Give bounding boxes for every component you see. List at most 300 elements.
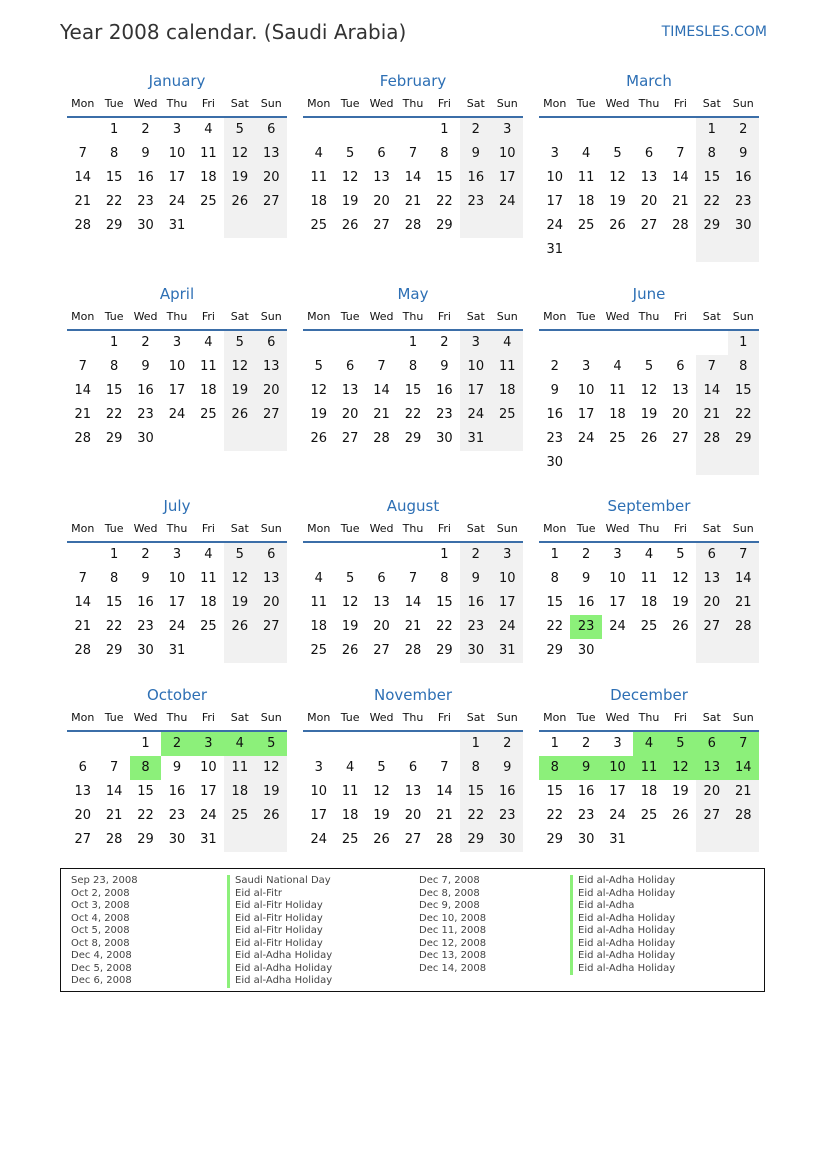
day-cell[interactable]: 18 <box>492 379 523 403</box>
day-cell[interactable]: 31 <box>168 643 186 658</box>
day-cell[interactable]: 21 <box>728 780 759 804</box>
day-cell[interactable]: 16 <box>137 595 154 610</box>
day-cell[interactable]: 5 <box>314 359 323 374</box>
day-cell[interactable]: 9 <box>550 383 559 398</box>
day-cell[interactable]: 13 <box>256 142 287 166</box>
day-cell[interactable]: 2 <box>141 335 150 350</box>
day-cell[interactable]: 13 <box>256 355 287 379</box>
day-cell[interactable]: 9 <box>570 756 601 780</box>
day-cell[interactable]: 2 <box>581 547 591 562</box>
day-cell[interactable]: 4 <box>633 731 664 756</box>
day-cell[interactable]: 14 <box>74 595 91 610</box>
day-cell[interactable]: 15 <box>105 595 123 610</box>
day-cell[interactable]: 29 <box>546 832 563 847</box>
day-cell[interactable]: 4 <box>345 760 355 775</box>
day-cell[interactable]: 8 <box>408 359 418 374</box>
day-cell[interactable]: 25 <box>200 194 217 209</box>
day-cell[interactable]: 17 <box>492 591 523 615</box>
day-cell[interactable]: 24 <box>168 407 186 422</box>
day-cell[interactable]: 28 <box>696 427 727 451</box>
day-cell[interactable]: 3 <box>460 330 491 355</box>
day-cell[interactable]: 10 <box>460 355 491 379</box>
day-cell[interactable]: 21 <box>105 808 123 823</box>
day-cell[interactable]: 27 <box>640 218 658 233</box>
day-cell[interactable]: 17 <box>577 407 595 422</box>
day-cell[interactable]: 24 <box>577 431 595 446</box>
day-cell[interactable]: 4 <box>492 330 523 355</box>
day-cell[interactable]: 26 <box>256 804 287 828</box>
day-cell[interactable]: 11 <box>492 355 523 379</box>
day-cell[interactable]: 27 <box>696 804 727 828</box>
day-cell[interactable]: 3 <box>172 547 182 562</box>
day-cell[interactable]: 19 <box>341 619 359 634</box>
day-cell[interactable]: 27 <box>256 615 287 639</box>
day-cell[interactable]: 29 <box>696 214 727 238</box>
day-cell[interactable]: 31 <box>609 832 626 847</box>
day-cell[interactable]: 16 <box>546 407 563 422</box>
day-cell[interactable]: 23 <box>546 431 563 446</box>
day-cell[interactable]: 3 <box>613 736 622 751</box>
day-cell[interactable]: 13 <box>373 170 390 185</box>
day-cell[interactable]: 7 <box>728 731 759 756</box>
day-cell[interactable]: 28 <box>373 431 390 446</box>
day-cell[interactable]: 12 <box>373 784 390 799</box>
day-cell[interactable]: 19 <box>341 194 359 209</box>
day-cell[interactable]: 27 <box>404 832 422 847</box>
day-cell[interactable]: 5 <box>377 760 386 775</box>
day-cell[interactable]: 6 <box>644 146 654 161</box>
day-cell[interactable]: 15 <box>546 595 563 610</box>
day-cell[interactable]: 7 <box>440 760 449 775</box>
day-cell[interactable]: 24 <box>492 615 523 639</box>
day-cell[interactable]: 27 <box>74 832 91 847</box>
day-cell[interactable]: 17 <box>200 784 217 799</box>
day-cell[interactable]: 2 <box>440 335 449 350</box>
day-cell[interactable]: 28 <box>728 804 759 828</box>
day-cell[interactable]: 1 <box>696 117 727 142</box>
day-cell[interactable]: 19 <box>373 808 390 823</box>
day-cell[interactable]: 19 <box>609 194 626 209</box>
day-cell[interactable]: 19 <box>672 595 689 610</box>
day-cell[interactable]: 22 <box>460 804 491 828</box>
day-cell[interactable]: 8 <box>109 571 119 586</box>
day-cell[interactable]: 13 <box>404 784 422 799</box>
day-cell[interactable]: 25 <box>609 431 626 446</box>
day-cell[interactable]: 11 <box>609 383 626 398</box>
day-cell[interactable]: 18 <box>640 784 658 799</box>
day-cell[interactable]: 20 <box>256 166 287 190</box>
day-cell[interactable]: 11 <box>577 170 595 185</box>
day-cell[interactable]: 28 <box>74 643 91 658</box>
day-cell[interactable]: 4 <box>644 547 654 562</box>
day-cell[interactable]: 7 <box>78 146 87 161</box>
day-cell[interactable]: 22 <box>105 407 123 422</box>
day-cell[interactable]: 27 <box>256 403 287 427</box>
day-cell[interactable]: 2 <box>141 122 150 137</box>
day-cell[interactable]: 8 <box>109 146 119 161</box>
day-cell[interactable]: 15 <box>105 170 123 185</box>
day-cell[interactable]: 16 <box>728 166 759 190</box>
day-cell[interactable]: 12 <box>341 595 359 610</box>
day-cell[interactable]: 24 <box>609 619 626 634</box>
day-cell[interactable]: 28 <box>436 832 453 847</box>
day-cell[interactable]: 31 <box>546 242 563 257</box>
day-cell[interactable]: 9 <box>460 142 491 166</box>
day-cell[interactable]: 25 <box>310 218 327 233</box>
day-cell[interactable]: 18 <box>310 194 327 209</box>
day-cell[interactable]: 7 <box>377 359 386 374</box>
day-cell[interactable]: 18 <box>577 194 595 209</box>
day-cell[interactable]: 5 <box>224 330 255 355</box>
day-cell[interactable]: 19 <box>672 784 689 799</box>
day-cell[interactable]: 12 <box>256 756 287 780</box>
day-cell[interactable]: 22 <box>137 808 154 823</box>
day-cell[interactable]: 27 <box>341 431 359 446</box>
day-cell[interactable]: 30 <box>546 455 563 470</box>
day-cell[interactable]: 14 <box>672 170 689 185</box>
day-cell[interactable]: 14 <box>404 595 422 610</box>
day-cell[interactable]: 5 <box>676 547 685 562</box>
day-cell[interactable]: 14 <box>74 383 91 398</box>
day-cell[interactable]: 17 <box>168 383 186 398</box>
day-cell[interactable]: 11 <box>341 784 359 799</box>
day-cell[interactable]: 13 <box>74 784 91 799</box>
day-cell[interactable]: 31 <box>460 427 491 451</box>
day-cell[interactable]: 11 <box>640 571 658 586</box>
day-cell[interactable]: 2 <box>581 736 591 751</box>
day-cell[interactable]: 14 <box>74 170 91 185</box>
day-cell[interactable]: 25 <box>224 804 255 828</box>
day-cell[interactable]: 18 <box>200 595 217 610</box>
day-cell[interactable]: 14 <box>696 379 727 403</box>
day-cell[interactable]: 18 <box>224 780 255 804</box>
day-cell[interactable]: 20 <box>256 591 287 615</box>
day-cell[interactable]: 21 <box>672 194 689 209</box>
day-cell[interactable]: 26 <box>224 615 255 639</box>
brand-link[interactable]: TIMESLES.COM <box>661 24 767 40</box>
day-cell[interactable]: 3 <box>492 542 523 567</box>
day-cell[interactable]: 11 <box>224 756 255 780</box>
day-cell[interactable]: 4 <box>204 547 213 562</box>
day-cell[interactable]: 10 <box>168 571 186 586</box>
day-cell[interactable]: 16 <box>492 780 523 804</box>
day-cell[interactable]: 5 <box>345 571 355 586</box>
day-cell[interactable]: 13 <box>696 567 727 591</box>
day-cell[interactable]: 28 <box>105 832 123 847</box>
day-cell[interactable]: 21 <box>696 403 727 427</box>
day-cell[interactable]: 12 <box>224 142 255 166</box>
day-cell[interactable]: 21 <box>404 194 422 209</box>
day-cell[interactable]: 1 <box>109 122 119 137</box>
day-cell[interactable]: 30 <box>577 643 595 658</box>
day-cell[interactable]: 30 <box>137 431 154 446</box>
day-cell[interactable]: 5 <box>665 731 696 756</box>
day-cell[interactable]: 16 <box>460 166 491 190</box>
day-cell[interactable]: 2 <box>141 547 150 562</box>
day-cell[interactable]: 11 <box>200 571 217 586</box>
day-cell[interactable]: 1 <box>728 330 759 355</box>
day-cell[interactable]: 20 <box>640 194 658 209</box>
day-cell[interactable]: 10 <box>168 359 186 374</box>
day-cell[interactable]: 15 <box>105 383 123 398</box>
day-cell[interactable]: 15 <box>436 595 453 610</box>
day-cell[interactable]: 21 <box>404 619 422 634</box>
day-cell[interactable]: 30 <box>728 214 759 238</box>
day-cell[interactable]: 21 <box>436 808 453 823</box>
day-cell[interactable]: 13 <box>640 170 658 185</box>
day-cell[interactable]: 29 <box>436 218 453 233</box>
day-cell[interactable]: 24 <box>546 218 563 233</box>
day-cell[interactable]: 9 <box>141 571 150 586</box>
day-cell[interactable]: 16 <box>460 591 491 615</box>
day-cell[interactable]: 8 <box>109 359 119 374</box>
day-cell[interactable]: 18 <box>341 808 359 823</box>
day-cell[interactable]: 28 <box>728 615 759 639</box>
day-cell[interactable]: 3 <box>172 122 182 137</box>
day-cell[interactable]: 16 <box>436 383 453 398</box>
day-cell[interactable]: 26 <box>224 403 255 427</box>
day-cell[interactable]: 17 <box>546 194 563 209</box>
day-cell[interactable]: 30 <box>460 639 491 663</box>
day-cell[interactable]: 30 <box>492 828 523 852</box>
day-cell[interactable]: 29 <box>137 832 154 847</box>
day-cell[interactable]: 22 <box>105 619 123 634</box>
day-cell[interactable]: 6 <box>377 571 386 586</box>
day-cell[interactable]: 28 <box>74 218 91 233</box>
day-cell[interactable]: 11 <box>633 756 664 780</box>
day-cell[interactable]: 2 <box>492 731 523 756</box>
day-cell[interactable]: 20 <box>404 808 422 823</box>
day-cell[interactable]: 19 <box>224 379 255 403</box>
day-cell[interactable]: 6 <box>377 146 386 161</box>
day-cell[interactable]: 10 <box>577 383 595 398</box>
day-cell[interactable]: 23 <box>137 619 154 634</box>
day-cell[interactable]: 3 <box>581 359 591 374</box>
day-cell[interactable]: 10 <box>200 760 217 775</box>
day-cell[interactable]: 29 <box>546 643 563 658</box>
day-cell[interactable]: 25 <box>640 619 658 634</box>
day-cell[interactable]: 1 <box>550 736 559 751</box>
day-cell[interactable]: 29 <box>460 828 491 852</box>
day-cell[interactable]: 23 <box>137 407 154 422</box>
day-cell[interactable]: 14 <box>436 784 453 799</box>
day-cell[interactable]: 27 <box>256 190 287 214</box>
day-cell[interactable]: 29 <box>105 218 123 233</box>
day-cell[interactable]: 16 <box>137 170 154 185</box>
day-cell[interactable]: 26 <box>672 619 689 634</box>
day-cell[interactable]: 3 <box>172 335 182 350</box>
day-cell[interactable]: 20 <box>256 379 287 403</box>
day-cell[interactable]: 17 <box>168 170 186 185</box>
day-cell[interactable]: 10 <box>310 784 327 799</box>
day-cell[interactable]: 17 <box>460 379 491 403</box>
day-cell[interactable]: 4 <box>314 146 323 161</box>
day-cell[interactable]: 29 <box>436 643 453 658</box>
day-cell[interactable]: 24 <box>609 808 626 823</box>
day-cell[interactable]: 10 <box>602 756 633 780</box>
day-cell[interactable]: 9 <box>581 571 591 586</box>
day-cell[interactable]: 24 <box>310 832 327 847</box>
day-cell[interactable]: 22 <box>436 194 453 209</box>
day-cell[interactable]: 10 <box>168 146 186 161</box>
day-cell[interactable]: 22 <box>696 190 727 214</box>
day-cell[interactable]: 9 <box>492 756 523 780</box>
day-cell[interactable]: 2 <box>550 359 559 374</box>
day-cell[interactable]: 9 <box>172 760 182 775</box>
day-cell[interactable]: 4 <box>224 731 255 756</box>
day-cell[interactable]: 17 <box>609 595 626 610</box>
day-cell[interactable]: 20 <box>696 780 727 804</box>
day-cell[interactable]: 17 <box>310 808 327 823</box>
day-cell[interactable]: 6 <box>256 117 287 142</box>
day-cell[interactable]: 7 <box>408 146 418 161</box>
day-cell[interactable]: 23 <box>137 194 154 209</box>
day-cell[interactable]: 8 <box>728 355 759 379</box>
day-cell[interactable]: 6 <box>696 731 727 756</box>
day-cell[interactable]: 12 <box>672 571 689 586</box>
day-cell[interactable]: 13 <box>696 756 727 780</box>
day-cell[interactable]: 25 <box>310 643 327 658</box>
day-cell[interactable]: 14 <box>373 383 390 398</box>
day-cell[interactable]: 1 <box>440 122 449 137</box>
day-cell[interactable]: 27 <box>696 615 727 639</box>
day-cell[interactable]: 8 <box>440 571 449 586</box>
day-cell[interactable]: 12 <box>224 355 255 379</box>
day-cell[interactable]: 2 <box>728 117 759 142</box>
day-cell[interactable]: 24 <box>168 194 186 209</box>
day-cell[interactable]: 2 <box>161 731 192 756</box>
day-cell[interactable]: 26 <box>341 643 359 658</box>
day-cell[interactable]: 1 <box>141 736 150 751</box>
day-cell[interactable]: 20 <box>341 407 359 422</box>
day-cell[interactable]: 24 <box>168 619 186 634</box>
day-cell[interactable]: 4 <box>204 335 213 350</box>
day-cell[interactable]: 8 <box>460 756 491 780</box>
day-cell[interactable]: 23 <box>460 190 491 214</box>
day-cell[interactable]: 7 <box>676 146 685 161</box>
day-cell[interactable]: 7 <box>78 359 87 374</box>
day-cell[interactable]: 23 <box>168 808 186 823</box>
day-cell[interactable]: 11 <box>310 595 327 610</box>
day-cell[interactable]: 8 <box>696 142 727 166</box>
day-cell[interactable]: 4 <box>581 146 591 161</box>
day-cell[interactable]: 11 <box>200 146 217 161</box>
day-cell[interactable]: 1 <box>550 547 559 562</box>
day-cell[interactable]: 28 <box>74 431 91 446</box>
day-cell[interactable]: 30 <box>436 431 453 446</box>
day-cell[interactable]: 15 <box>404 383 422 398</box>
day-cell[interactable]: 19 <box>224 166 255 190</box>
day-cell[interactable]: 3 <box>314 760 323 775</box>
day-cell[interactable]: 11 <box>200 359 217 374</box>
day-cell[interactable]: 1 <box>460 731 491 756</box>
day-cell[interactable]: 8 <box>550 571 559 586</box>
day-cell[interactable]: 8 <box>539 756 570 780</box>
day-cell[interactable]: 1 <box>109 547 119 562</box>
day-cell[interactable]: 16 <box>577 595 595 610</box>
day-cell[interactable]: 12 <box>665 756 696 780</box>
day-cell[interactable]: 13 <box>672 383 689 398</box>
day-cell[interactable]: 15 <box>137 784 154 799</box>
day-cell[interactable]: 10 <box>492 567 523 591</box>
day-cell[interactable]: 31 <box>168 218 186 233</box>
day-cell[interactable]: 7 <box>728 542 759 567</box>
day-cell[interactable]: 18 <box>640 595 658 610</box>
day-cell[interactable]: 5 <box>256 731 287 756</box>
day-cell[interactable]: 22 <box>404 407 422 422</box>
day-cell[interactable]: 9 <box>141 359 150 374</box>
day-cell[interactable]: 12 <box>224 567 255 591</box>
day-cell[interactable]: 23 <box>728 190 759 214</box>
day-cell[interactable]: 29 <box>105 431 123 446</box>
day-cell[interactable]: 29 <box>728 427 759 451</box>
day-cell[interactable]: 1 <box>408 335 418 350</box>
day-cell[interactable]: 20 <box>672 407 689 422</box>
day-cell[interactable]: 11 <box>310 170 327 185</box>
day-cell[interactable]: 21 <box>728 591 759 615</box>
day-cell[interactable]: 14 <box>404 170 422 185</box>
day-cell[interactable]: 19 <box>224 591 255 615</box>
day-cell[interactable]: 15 <box>546 784 563 799</box>
day-cell[interactable]: 26 <box>373 832 390 847</box>
day-cell[interactable]: 19 <box>256 780 287 804</box>
day-cell[interactable]: 17 <box>609 784 626 799</box>
day-cell[interactable]: 24 <box>492 190 523 214</box>
day-cell[interactable]: 6 <box>256 542 287 567</box>
day-cell[interactable]: 30 <box>577 832 595 847</box>
day-cell[interactable]: 5 <box>224 117 255 142</box>
day-cell[interactable]: 18 <box>310 619 327 634</box>
day-cell[interactable]: 29 <box>105 643 123 658</box>
day-cell[interactable]: 16 <box>168 784 186 799</box>
day-cell[interactable]: 1 <box>109 335 119 350</box>
day-cell[interactable]: 18 <box>609 407 626 422</box>
day-cell[interactable]: 25 <box>200 619 217 634</box>
day-cell[interactable]: 30 <box>137 643 154 658</box>
day-cell[interactable]: 14 <box>105 784 123 799</box>
day-cell[interactable]: 22 <box>546 808 563 823</box>
day-cell[interactable]: 22 <box>728 403 759 427</box>
day-cell[interactable]: 26 <box>310 431 327 446</box>
day-cell[interactable]: 13 <box>256 567 287 591</box>
day-cell[interactable]: 9 <box>141 146 150 161</box>
day-cell[interactable]: 27 <box>373 218 390 233</box>
day-cell[interactable]: 12 <box>609 170 626 185</box>
day-cell[interactable]: 10 <box>546 170 563 185</box>
day-cell[interactable]: 26 <box>672 808 689 823</box>
day-cell[interactable]: 26 <box>640 431 658 446</box>
day-cell[interactable]: 25 <box>577 218 595 233</box>
day-cell[interactable]: 6 <box>676 359 685 374</box>
day-cell[interactable]: 25 <box>492 403 523 427</box>
day-cell[interactable]: 6 <box>345 359 355 374</box>
day-cell[interactable]: 19 <box>640 407 658 422</box>
day-cell[interactable]: 31 <box>492 639 523 663</box>
day-cell[interactable]: 21 <box>373 407 390 422</box>
day-cell[interactable]: 30 <box>168 832 186 847</box>
day-cell[interactable]: 13 <box>373 595 390 610</box>
day-cell[interactable]: 12 <box>341 170 359 185</box>
day-cell[interactable]: 9 <box>460 567 491 591</box>
day-cell[interactable]: 28 <box>404 643 422 658</box>
day-cell[interactable]: 5 <box>613 146 622 161</box>
day-cell[interactable]: 15 <box>436 170 453 185</box>
day-cell[interactable]: 3 <box>193 731 224 756</box>
day-cell[interactable]: 20 <box>74 808 91 823</box>
day-cell[interactable]: 16 <box>137 383 154 398</box>
day-cell[interactable]: 7 <box>408 571 418 586</box>
day-cell[interactable]: 21 <box>74 407 91 422</box>
